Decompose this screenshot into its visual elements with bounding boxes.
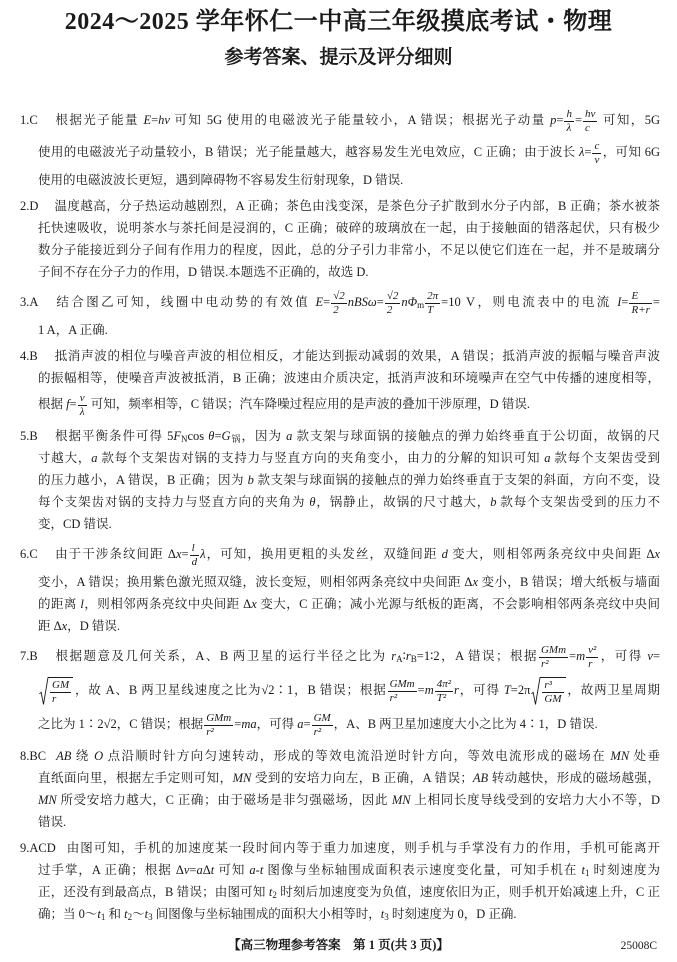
text-segment: = [181, 546, 189, 561]
fraction [78, 392, 87, 418]
fraction-denominator: T [427, 304, 434, 316]
subscript: m [417, 299, 425, 310]
text-segment: = [323, 294, 331, 309]
math-symbol: a [91, 451, 98, 465]
fraction-denominator: GM [544, 693, 562, 705]
math-symbol: T [503, 682, 511, 697]
text-segment: ，可得 [458, 682, 504, 697]
answer-item [20, 345, 660, 421]
text-segment: 和 [105, 907, 125, 921]
math-symbol: MN [610, 749, 630, 763]
answer-line [38, 673, 660, 709]
answer-line [38, 137, 660, 169]
fraction [50, 679, 71, 705]
text-segment: 变，CD 错误. [38, 517, 112, 531]
fraction-denominator: c [585, 122, 590, 134]
text-segment: 间图像与坐标轴围成的面积大小相等时， [152, 907, 381, 921]
answer-line [38, 469, 660, 491]
text-segment: 可知 [214, 863, 250, 877]
text-segment: = [584, 144, 592, 159]
fraction-denominator: r² [313, 726, 322, 738]
answer-line [38, 491, 660, 513]
math-symbol: t [380, 907, 385, 921]
fraction [629, 290, 651, 316]
answer-label: 7.B [20, 648, 38, 663]
text-segment: = [556, 112, 564, 127]
math-symbol: nΦ [401, 294, 418, 309]
text-segment: = [569, 648, 577, 663]
fraction [190, 542, 200, 568]
text-segment: cos [187, 429, 209, 443]
document-subtitle: 参考答案、提示及评分细则 [224, 47, 453, 68]
answer-line [20, 641, 660, 673]
answer-line [38, 169, 660, 191]
answer-line [20, 425, 660, 447]
answer-label: 5.B [20, 429, 38, 443]
math-symbol: l [80, 597, 84, 611]
text-segment: 受到的安培力向左，B 正确，A 错误； [251, 771, 473, 785]
answer-line [38, 767, 660, 789]
text-segment: 使用的电磁波波长更短，遇到障碍物不容易发生衍射现象，D 错误. [38, 173, 404, 187]
answer-line [38, 447, 660, 469]
fraction-denominator: T² [436, 692, 447, 704]
text-segment: 的压力越小，A 错误，B 正确；因为 [38, 473, 248, 487]
text-segment: = [69, 396, 77, 411]
fraction [435, 678, 453, 704]
answer-line [38, 709, 660, 741]
fraction-numerator: GMm [389, 678, 415, 690]
math-symbol: d [441, 546, 448, 561]
text-segment: = [189, 863, 197, 877]
math-symbol: t [259, 863, 264, 877]
text-segment: 款每个支架齿受到的压力不 [496, 495, 660, 509]
math-symbol: x [251, 597, 257, 611]
fraction-denominator: λ [79, 406, 85, 418]
text-segment: - [255, 863, 260, 877]
text-segment: ，锅静止，故锅的尺寸越大， [315, 495, 491, 509]
answer-label: 9.ACD [20, 841, 56, 855]
math-symbol: r [454, 682, 459, 697]
page-footer: 【高三物理参考答案 第 1 页(共 3 页)】 [228, 938, 449, 952]
radicand [48, 677, 73, 705]
fraction [583, 108, 597, 134]
answer-label: 2.D [20, 199, 39, 213]
radical-sign [531, 677, 540, 705]
math-symbol: m [576, 648, 586, 663]
math-symbol: t [210, 863, 215, 877]
text-segment: 变小，B 错误；增大纸板与墙面 [478, 575, 660, 589]
subscript: 2 [127, 912, 133, 922]
text-segment: 温度越高，分子热运动越剧烈，A 正确；茶色由浅变深，是茶色分子扩散到水分子内部，B 正确；茶水被茶 [54, 199, 660, 213]
math-symbol: p [550, 112, 557, 127]
math-symbol: MN [232, 771, 252, 785]
math-symbol: I [617, 294, 622, 309]
text-segment: 正，还没有到最高点，B 错误；由图可知 [38, 885, 269, 899]
subscript: 锅 [230, 434, 242, 444]
fraction-denominator: r² [389, 692, 398, 704]
text-segment: 子间不存在分子力的作用，D 错误.本题选不正确的，故选 D. [38, 265, 369, 279]
text-segment: 时刻速度为 [589, 863, 660, 877]
text-segment: 数分子能接近到分子间有作用力的程度，因此，总的分子引力非常小，不足以使它们连在一起，并不是玻璃分 [38, 243, 660, 257]
fraction [586, 644, 598, 670]
fraction-numerator: l [190, 542, 200, 556]
fraction [425, 290, 440, 316]
fraction-denominator: λ [566, 122, 572, 134]
answer-item [20, 837, 660, 925]
text-segment: ，故两卫星周期 [566, 682, 660, 697]
fraction-numerator: 2π [427, 290, 439, 302]
text-segment: 之比为 1∶2√2，C 错误；根据 [38, 716, 204, 731]
text-segment: 可知，频率相等，C 错误；汽车降噪过程应用的是声波的叠加干涉原理，D 错误. [87, 396, 530, 411]
text-segment: = [574, 112, 583, 127]
text-segment: = [151, 112, 159, 127]
math-symbol: λ [200, 546, 206, 561]
text-segment: ～ [132, 907, 145, 921]
answer-label: 4.B [20, 349, 38, 363]
math-symbol: f [66, 396, 70, 411]
math-symbol: r [405, 648, 411, 663]
text-segment: 由于干涉条纹间距 Δ [54, 546, 176, 561]
fraction-numerator: 4π² [436, 678, 452, 690]
text-segment: 1 A，A 正确. [38, 323, 108, 337]
answer-item [20, 105, 660, 191]
fraction-numerator: GM [52, 679, 70, 691]
answer-line [38, 571, 660, 593]
math-symbol: ma [241, 716, 257, 731]
math-symbol: AB [472, 771, 489, 785]
text-segment: ，可知 6G [602, 144, 660, 159]
math-symbol: t [581, 863, 585, 877]
answer-line [38, 389, 660, 421]
math-symbol: r [391, 648, 397, 663]
answer-item [20, 425, 660, 535]
math-symbol: m [424, 682, 434, 697]
math-symbol: x [654, 546, 660, 561]
math-symbol: nBSω [347, 294, 377, 309]
text-segment: ，D 错误. [67, 619, 121, 633]
answer-item [20, 287, 660, 341]
text-segment: Δ [202, 863, 211, 877]
fraction-numerator: GMm [206, 712, 232, 724]
fraction [331, 290, 347, 316]
text-segment: 托快速吸收，说明茶水与茶托间是浸润的，C 正确；破碎的玻璃放在一起，由于接触面的错落起伏，只有极少 [38, 221, 660, 235]
text-segment: 过手掌，A 正确；根据 Δ [38, 863, 184, 877]
fraction [312, 712, 333, 738]
fraction-numerator: c [594, 140, 600, 152]
text-segment: 转动越快，形成的磁场越强， [488, 771, 660, 785]
text-segment: 抵消声波的相位与噪音声波的相位相反，才能达到振动减弱的效果，A 错误；抵消声波的振幅与噪音声波 [54, 349, 660, 363]
fraction-numerator: √2 [386, 290, 399, 302]
math-symbol: b [247, 473, 254, 487]
fraction [204, 712, 233, 738]
math-symbol: G [221, 429, 231, 443]
text-segment: = [303, 716, 311, 731]
text-segment: 距 Δ [38, 619, 62, 633]
text-segment: = [214, 429, 222, 443]
subscript: 3 [384, 912, 389, 922]
text-segment: 变小，A 错误；换用紫色激光照双缝，波长变短，则相邻两条亮纹中央间距 Δ [38, 575, 473, 589]
text-segment: 处垂 [629, 749, 660, 763]
fraction [539, 644, 568, 670]
math-symbol: x [472, 575, 479, 589]
subscript: A [396, 653, 403, 664]
math-symbol: MN [38, 793, 57, 807]
text-segment: ，故 A、B 两卫星线速度之比为√2∶1，B 错误；根据 [74, 682, 387, 697]
answer-label: 3.A [20, 294, 39, 309]
math-symbol: x [61, 619, 68, 633]
answer-item [20, 539, 660, 637]
text-segment: 可知 5G 使用的电磁波光子能量较小，A 错误；根据光子动量 [169, 112, 551, 127]
text-segment: 直纸面向里，根据左手定则可知， [38, 771, 233, 785]
math-symbol: AB [56, 749, 72, 763]
text-segment: ，可得 [256, 716, 298, 731]
subscript: 1 [584, 868, 590, 878]
answer-label: 8.BC [20, 749, 47, 763]
answer-line [38, 261, 660, 283]
math-symbol: λ [578, 144, 585, 159]
text-segment: 上相同长度导线受到的安培力大小不等，D [410, 793, 660, 807]
text-segment: 根据 [38, 396, 67, 411]
text-segment: 每个支架齿对锅的支持力与竖直方向的夹角为 [38, 495, 310, 509]
math-symbol: t [268, 885, 273, 899]
answer-line [38, 217, 660, 239]
text-segment: 由图可知，手机的加速度某一段时间内等于重力加速度，则手机与手掌没有力的作用，手机可能离开 [65, 841, 660, 855]
fraction-numerator: hν [585, 108, 596, 120]
fraction-numerator: E [629, 290, 651, 304]
text-segment: 时刻速度为 0，D 正确. [388, 907, 517, 921]
math-symbol: E [315, 294, 324, 309]
text-segment: 寸越大， [38, 451, 92, 465]
fraction [542, 679, 563, 705]
text-segment: 点沿顺时针方向匀速转动，形成的等效电流沿逆时针方向，等效电流形成的磁场在 [103, 749, 611, 763]
answer-line [38, 789, 660, 811]
math-symbol: a [196, 863, 203, 877]
fraction-numerator: √2 [333, 290, 345, 302]
fraction [385, 290, 401, 316]
subscript: 2 [272, 890, 277, 900]
math-symbol: a [544, 451, 551, 465]
text-segment: =10 V，则电流表中的电流 [441, 294, 618, 309]
math-symbol: b [490, 495, 497, 509]
text-segment: ∶ [402, 648, 406, 663]
text-segment: 所受安培力越大，C 正确；由于磁场是非匀强磁场，因此 [56, 793, 392, 807]
math-symbol: t [144, 907, 149, 921]
text-segment: 错误. [38, 815, 67, 829]
math-symbol: a [286, 429, 293, 443]
fraction-denominator: 2 [333, 304, 339, 316]
text-segment: = [652, 648, 660, 663]
answer-label: 6.C [20, 546, 38, 561]
fraction-numerator: v² [588, 644, 597, 656]
answer-line [38, 239, 660, 261]
math-symbol: t [97, 907, 101, 921]
fraction-numerator: r³ [542, 679, 563, 693]
text-segment: 款每个支架齿受到 [550, 451, 660, 465]
fraction-numerator: GM [313, 712, 331, 724]
text-segment: 变大，C 正确；减小光源与纸板的距离，不会影响相邻两条亮纹中央间 [256, 597, 660, 611]
math-symbol: a [249, 863, 256, 877]
answer-line [20, 345, 660, 367]
math-symbol: v [647, 648, 653, 663]
fraction-numerator: h [566, 108, 572, 120]
answer-line [38, 593, 660, 615]
fraction-denominator: 2 [386, 304, 393, 316]
answer-item [20, 641, 660, 741]
text-segment: 确；当 0～ [38, 907, 98, 921]
answer-item [20, 745, 660, 833]
text-segment: = [621, 294, 629, 309]
math-symbol: a [297, 716, 304, 731]
fraction-denominator: r [588, 658, 593, 670]
answer-line [20, 195, 660, 217]
text-segment: =1∶2，A 错误；根据 [416, 648, 538, 663]
answer-label: 1.C [20, 112, 38, 127]
answer-line [38, 811, 660, 833]
text-segment: 的振幅相等，使噪音声波被抵消，B 正确；波速由介质决定，抵消声波和环境噪声在空气中传播的速度相等， [38, 371, 660, 385]
text-segment: 使用的电磁波光子动量较小，B 错误；光子能量越大，越容易发生光电效应，C 正确；由于波长 [38, 144, 579, 159]
answer-line [38, 903, 660, 925]
math-symbol: F [173, 429, 181, 443]
answer-line [38, 859, 660, 881]
text-segment: 根据光子能量 [54, 112, 144, 127]
math-symbol: v [183, 863, 190, 877]
answer-line [38, 513, 660, 535]
text-segment: 绕 [71, 749, 95, 763]
square-root [39, 677, 73, 705]
math-symbol: θ [309, 495, 316, 509]
math-symbol: hν [158, 112, 170, 127]
square-root [531, 677, 565, 705]
fraction [564, 108, 574, 134]
fraction-denominator: r² [540, 658, 549, 670]
fraction [388, 678, 417, 704]
text-segment: 款支架与球面锅的接触点的弹力始终垂直于公切面，故锅的尺 [292, 429, 660, 443]
answer-line [20, 539, 660, 571]
answer-line [20, 745, 660, 767]
answer-list [20, 105, 660, 929]
text-segment: 款支架与球面锅的接触点的弹力始终垂直于支架的斜面，方向不变，设 [253, 473, 660, 487]
answer-line [38, 367, 660, 389]
text-segment: = [652, 294, 660, 309]
text-segment: 可知，5G [598, 112, 660, 127]
text-segment: 的距离 [38, 597, 81, 611]
answer-line [20, 287, 660, 319]
text-segment: =2π [510, 682, 531, 697]
math-symbol: MN [391, 793, 411, 807]
text-segment: ，因为 [241, 429, 287, 443]
text-segment: 图像与坐标轴围成面积表示速度变化量，可知手机在 [263, 863, 582, 877]
fraction-denominator: d [191, 556, 198, 568]
subscript: 1 [100, 912, 106, 922]
text-segment: = [417, 682, 425, 697]
text-segment: ，则相邻两条亮纹中央间距 Δ [83, 597, 252, 611]
text-segment: 时刻后加速度变为负值，速度依旧为正，则手机开始减速上升，C 正 [276, 885, 660, 899]
fraction-denominator: ν [594, 154, 600, 166]
answer-line [38, 881, 660, 903]
fraction [592, 140, 601, 166]
fraction-denominator: r² [206, 726, 214, 738]
text-segment: 变大，则相邻两条亮纹中央间距 Δ [447, 546, 655, 561]
document-title: 2024～2025 学年怀仁一中高三年级摸底考试・物理 [64, 9, 613, 35]
radicand [540, 677, 565, 705]
math-symbol: θ [208, 429, 215, 443]
text-segment: = [234, 716, 242, 731]
math-symbol: x [175, 546, 182, 561]
fraction-numerator: v [79, 392, 85, 404]
text-segment: 根据平衡条件可得 5 [54, 429, 174, 443]
answer-line [20, 105, 660, 137]
text-segment: ，A、B 两卫星加速度大小之比为 4∶1，D 错误. [333, 716, 598, 731]
text-segment: 款每个支架齿对锅的支持力与竖直方向的夹角变小，由力的分解的知识可知 [97, 451, 545, 465]
math-symbol: O [94, 749, 104, 763]
subscript: B [410, 653, 417, 664]
fraction-denominator: R+r [631, 304, 650, 316]
subscript: N [181, 434, 188, 444]
text-segment: 根据题意及几何关系，A、B 两卫星的运行半径之比为 [54, 648, 392, 663]
text-segment: 结合图乙可知，线圈中电动势的有效值 [54, 294, 316, 309]
fraction-numerator: GMm [540, 644, 567, 656]
answer-line [20, 837, 660, 859]
answer-item [20, 195, 660, 283]
radical-sign [39, 677, 48, 705]
subscript: 3 [148, 912, 153, 922]
math-symbol: E [143, 112, 152, 127]
document-code: 25008C [620, 940, 657, 952]
text-segment: ，可知，换用更粗的头发丝，双缝间距 [205, 546, 442, 561]
answer-line [38, 319, 660, 341]
answer-line [38, 615, 660, 637]
text-segment: = [376, 294, 384, 309]
text-segment: ，可得 [599, 648, 648, 663]
fraction-denominator: r [52, 693, 57, 705]
math-symbol: t [124, 907, 128, 921]
